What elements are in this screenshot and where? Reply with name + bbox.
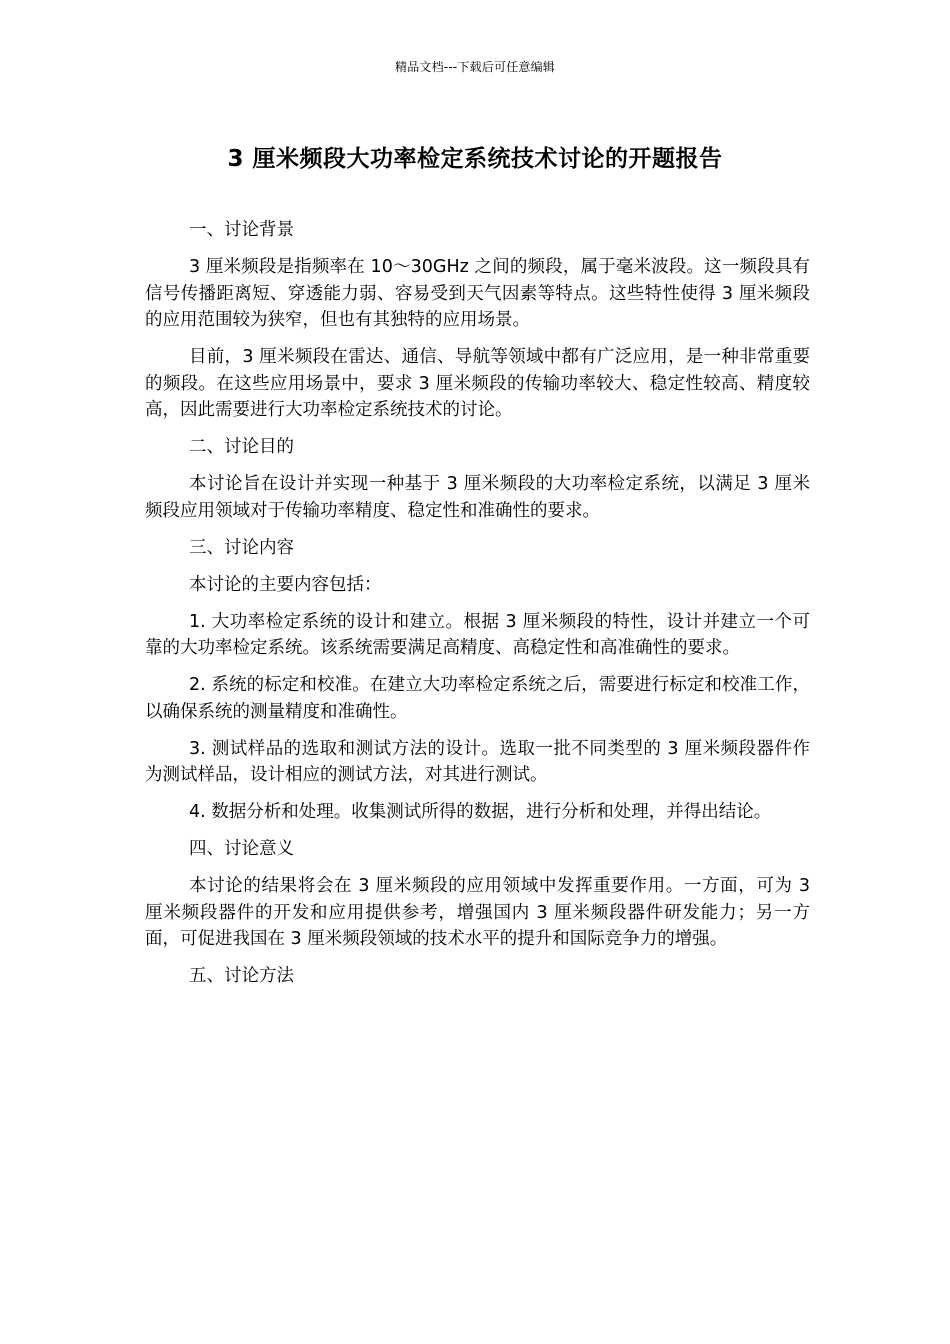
section-heading-significance: 四、讨论意义 — [189, 839, 294, 859]
paragraph-background-1: 3 厘米频段是指频率在 10～30GHz 之间的频段，属于毫米波段。这一频段具有信号传播距离短、穿透能力弱、容易受到天气因素等特点。这些特性使得 3 厘米频段的应用范围较为狭窄，但也有其独特的应用场景。 — [145, 257, 810, 330]
section-heading-method: 五、讨论方法 — [189, 966, 294, 986]
list-item-content-1: 1. 大功率检定系统的设计和建立。根据 3 厘米频段的特性，设计并建立一个可靠的大功率检定系统。该系统需要满足高精度、高稳定性和高准确性的要求。 — [145, 611, 810, 658]
document-title: 3 厘米频段大功率检定系统技术讨论的开题报告 — [227, 146, 723, 172]
paragraph-background-2: 目前，3 厘米频段在雷达、通信、导航等领域中都有广泛应用，是一种非常重要的频段。在这些应用场景中，要求 3 厘米频段的传输功率较大、稳定性较高、精度较高，因此需要进行大功率检定系统技术的讨论。 — [145, 347, 810, 420]
paragraph-purpose: 本讨论旨在设计并实现一种基于 3 厘米频段的大功率检定系统，以满足 3 厘米频段应用领域对于传输功率精度、稳定性和准确性的要求。 — [145, 474, 810, 521]
section-heading-background: 一、讨论背景 — [189, 220, 294, 240]
header-note: 精品文档---下载后可任意编辑 — [395, 60, 555, 74]
list-item-content-3: 3. 测试样品的选取和测试方法的设计。选取一批不同类型的 3 厘米频段器件作为测试样品，设计相应的测试方法，对其进行测试。 — [145, 738, 810, 785]
list-item-content-4: 4. 数据分析和处理。收集测试所得的数据，进行分析和处理，并得出结论。 — [189, 802, 772, 822]
document-body — [145, 217, 810, 1000]
list-item-content-2: 2. 系统的标定和校准。在建立大功率检定系统之后，需要进行标定和校准工作，以确保系统的测量精度和准确性。 — [145, 675, 810, 722]
paragraph-content-intro: 本讨论的主要内容包括： — [189, 574, 382, 595]
section-heading-content: 三、讨论内容 — [189, 537, 294, 558]
paragraph-significance: 本讨论的结果将会在 3 厘米频段的应用领域中发挥重要作用。一方面，可为 3 厘米频段器件的开发和应用提供参考，增强国内 3 厘米频段器件研发能力；另一方面，可促进我国在 3 厘米频段领域的技术水平的提升和国际竞争力的增强。 — [145, 876, 810, 949]
section-heading-purpose: 二、讨论目的 — [189, 437, 294, 457]
